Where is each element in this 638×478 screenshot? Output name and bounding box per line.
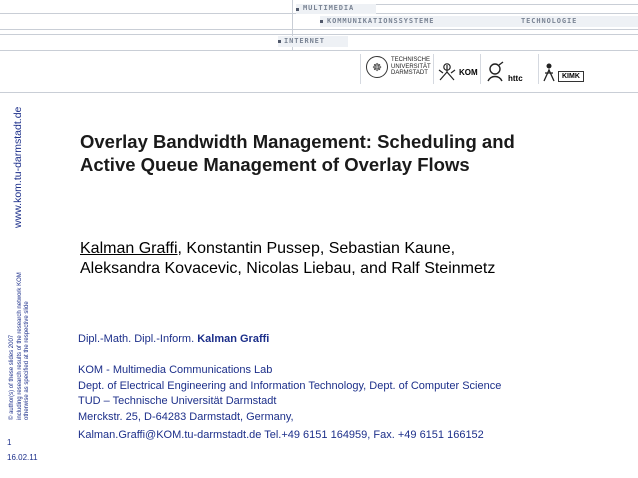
httc-figure-icon <box>484 61 506 83</box>
first-author: Kalman Graffi <box>80 240 178 257</box>
nav-kommunikationssysteme: KOMMUNIKATIONSSYSTEME <box>327 17 435 25</box>
bullet-icon <box>320 20 323 23</box>
bullet-icon <box>296 8 299 11</box>
slide-title <box>80 130 625 176</box>
copyright-notice <box>9 272 32 420</box>
contact-address: Merckstr. 25, D-64283 Darmstadt, Germany, <box>78 411 294 423</box>
kom-figure-icon <box>437 62 457 82</box>
contact-name: Kalman Graffi <box>197 333 270 345</box>
copyright-line: otherwise as specified at the respective slide <box>24 301 30 420</box>
co-authors: Aleksandra Kovacevic, Nicolas Liebau, and Ralf Steinmetz <box>80 260 496 277</box>
header-rule <box>0 29 638 30</box>
kom-logo <box>437 62 478 82</box>
co-authors: , Konstantin Pussep, Sebastian Kaune, <box>177 240 456 257</box>
header-rule <box>0 92 638 93</box>
contact-university: TUD – Technische Universität Darmstadt <box>78 395 277 407</box>
tud-logo-text: TECHNISCHE UNIVERSITÄT DARMSTADT <box>391 57 431 77</box>
contact-email-phone[interactable]: Kalman.Graffi@KOM.tu-darmstadt.de Tel.+49 6151 164959, Fax. +49 6151 166152 <box>78 429 484 441</box>
title-line: Active Queue Management of Overlay Flows <box>80 154 470 175</box>
kimk-logo <box>542 62 584 82</box>
website-link[interactable]: www.kom.tu-darmstadt.de <box>12 106 24 228</box>
degree-prefix: Dipl.-Math. Dipl.-Inform. <box>78 333 198 345</box>
contact-lab: KOM - Multimedia Communications Lab <box>78 364 273 376</box>
nav-internet: INTERNET <box>284 37 325 45</box>
copyright-line: including research results of the research network KOM <box>16 272 23 420</box>
author-list <box>80 239 625 279</box>
contact-degree <box>78 333 618 345</box>
logo-separator <box>360 54 361 84</box>
nav-multimedia: MULTIMEDIA <box>303 4 355 12</box>
bullet-icon <box>278 40 281 43</box>
tud-logo <box>366 56 431 78</box>
slide-date: 16.02.11 <box>7 453 38 462</box>
page-number: 1 <box>7 438 12 447</box>
copyright-line: © author(s) of these slides 2007 <box>9 334 15 420</box>
header-rule <box>0 50 638 51</box>
logo-separator <box>480 54 481 84</box>
nav-technologie: TECHNOLOGIE <box>521 17 578 25</box>
logo-separator <box>538 54 539 84</box>
httc-logo <box>484 60 523 83</box>
httc-logo-text: httc <box>508 74 523 83</box>
header-rule <box>0 34 638 35</box>
contact-dept: Dept. of Electrical Engineering and Information Technology, Dept. of Computer Science <box>78 380 502 392</box>
kimk-person-icon <box>542 62 556 82</box>
kimk-logo-text: KIMK <box>558 71 584 82</box>
logo-separator <box>433 54 434 84</box>
kom-logo-text: KOM <box>459 67 478 77</box>
tud-seal-icon: ☸ <box>366 56 388 78</box>
title-line: Overlay Bandwidth Management: Scheduling and <box>80 131 515 152</box>
